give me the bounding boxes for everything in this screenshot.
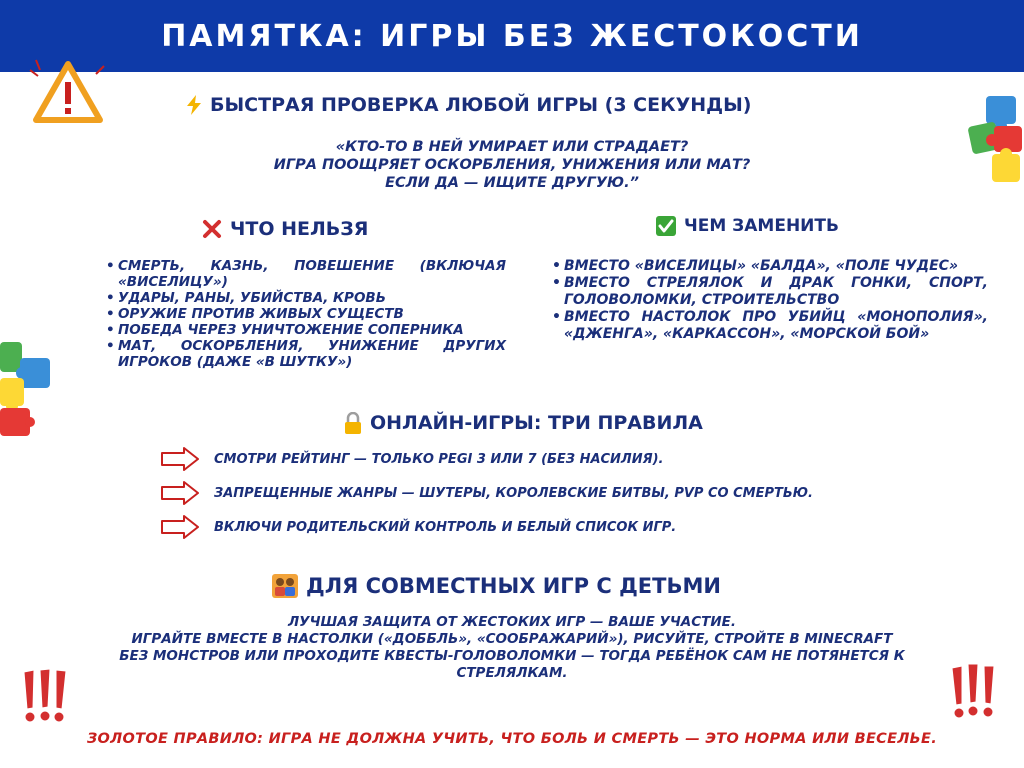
replace-list: [552, 258, 988, 343]
joint-title-text: ДЛЯ СОВМЕСТНЫХ ИГР С ДЕТЬМИ: [306, 574, 721, 598]
list-item: • СМЕРТЬ, КАЗНЬ, ПОВЕШЕНИЕ (ВКЛЮЧАЯ «ВИСЕЛИЦУ»): [106, 258, 506, 290]
lock-icon: [344, 412, 362, 434]
list-item: • ВМЕСТО СТРЕЛЯЛОК И ДРАК ГОНКИ, СПОРТ, ГОЛОВОЛОМКИ, СТРОИТЕЛЬСТВО: [552, 275, 988, 309]
forbidden-list: [106, 258, 506, 370]
warning-icon: [28, 56, 108, 126]
list-item: • ВМЕСТО НАСТОЛОК ПРО УБИЙЦ «МОНОПОЛИЯ», «ДЖЕНГА», «КАРКАССОН», «МОРСКОЙ БОЙ»: [552, 309, 988, 343]
rule-item: [160, 478, 880, 508]
arrow-right-icon: [160, 447, 200, 471]
list-item: • ОРУЖИЕ ПРОТИВ ЖИВЫХ СУЩЕСТВ: [106, 306, 506, 322]
quick-check-title: [186, 94, 751, 116]
quote-line: ЕСЛИ ДА — ИЩИТЕ ДРУГУЮ.”: [385, 175, 639, 191]
puzzle-icon: [0, 338, 56, 438]
lightning-icon: [186, 95, 202, 115]
quick-check-quote: [180, 138, 844, 192]
replace-title-text: ЧЕМ ЗАМЕНИТЬ: [684, 216, 839, 236]
arrow-right-icon: [160, 481, 200, 505]
exclamation-icon: [946, 660, 1006, 724]
cross-icon: [202, 219, 222, 239]
joint-line: ЛУЧШАЯ ЗАЩИТА ОТ ЖЕСТОКИХ ИГР — ВАШЕ УЧАСТИЕ.: [287, 614, 737, 630]
forbidden-title-text: ЧТО НЕЛЬЗЯ: [230, 218, 369, 240]
rule-item: [160, 512, 880, 542]
online-title-text: ОНЛАЙН-ИГРЫ: ТРИ ПРАВИЛА: [370, 412, 703, 434]
golden-rule: ЗОЛОТОЕ ПРАВИЛО: ИГРА НЕ ДОЛЖНА УЧИТЬ, ЧТО БОЛЬ И СМЕРТЬ — ЭТО НОРМА ИЛИ ВЕСЕЛЬЕ.: [86, 731, 938, 747]
quote-line: ИГРА ПООЩРЯЕТ ОСКОРБЛЕНИЯ, УНИЖЕНИЯ ИЛИ МАТ?: [273, 157, 751, 173]
header-bar: [0, 0, 1024, 72]
list-item: • УДАРЫ, РАНЫ, УБИЙСТВА, КРОВЬ: [106, 290, 506, 306]
joint-line: СТРЕЛЯЛКАМ.: [456, 665, 568, 681]
quick-check-title-text: БЫСТРАЯ ПРОВЕРКА ЛЮБОЙ ИГРЫ (3 СЕКУНДЫ): [210, 94, 752, 116]
rule-item: [160, 444, 880, 474]
list-item: • ВМЕСТО «ВИСЕЛИЦЫ» «БАЛДА», «ПОЛЕ ЧУДЕС»: [552, 258, 988, 275]
joint-title: [272, 574, 721, 598]
joint-line: ИГРАЙТЕ ВМЕСТЕ В НАСТОЛКИ («ДОББЛЬ», «СООБРАЖАРИЙ»), РИСУЙТЕ, СТРОЙТЕ В MINECRAFT: [131, 631, 893, 647]
joint-text: [90, 614, 934, 682]
rule-text: СМОТРИ РЕЙТИНГ — ТОЛЬКО PEGI 3 ИЛИ 7 (БЕЗ НАСИЛИЯ).: [214, 451, 664, 467]
forbidden-title: [202, 218, 368, 240]
replace-title: [656, 216, 839, 236]
arrow-right-icon: [160, 515, 200, 539]
list-item: • ПОБЕДА ЧЕРЕЗ УНИЧТОЖЕНИЕ СОПЕРНИКА: [106, 322, 506, 338]
puzzle-icon: [966, 96, 1024, 188]
page-title: ПАМЯТКА: ИГРЫ БЕЗ ЖЕСТОКОСТИ: [161, 18, 863, 54]
rule-text: ВКЛЮЧИ РОДИТЕЛЬСКИЙ КОНТРОЛЬ И БЕЛЫЙ СПИСОК ИГР.: [214, 519, 677, 535]
quote-line: «КТО-ТО В НЕЙ УМИРАЕТ ИЛИ СТРАДАЕТ?: [335, 139, 689, 155]
exclamation-icon: [18, 666, 78, 726]
online-rules: [160, 444, 880, 546]
joint-line: БЕЗ МОНСТРОВ ИЛИ ПРОХОДИТЕ КВЕСТЫ-ГОЛОВОЛОМКИ — ТОГДА РЕБЁНОК САМ НЕ ПОТЯНЕТСЯ К: [119, 648, 905, 664]
online-title: [344, 412, 703, 434]
family-icon: [272, 574, 298, 598]
rule-text: ЗАПРЕЩЕННЫЕ ЖАНРЫ — ШУТЕРЫ, КОРОЛЕВСКИЕ БИТВЫ, PVP СО СМЕРТЬЮ.: [214, 485, 813, 501]
check-icon: [656, 216, 676, 236]
list-item: • МАТ, ОСКОРБЛЕНИЯ, УНИЖЕНИЕ ДРУГИХ ИГРОКОВ (ДАЖЕ «В ШУТКУ»): [106, 338, 506, 370]
